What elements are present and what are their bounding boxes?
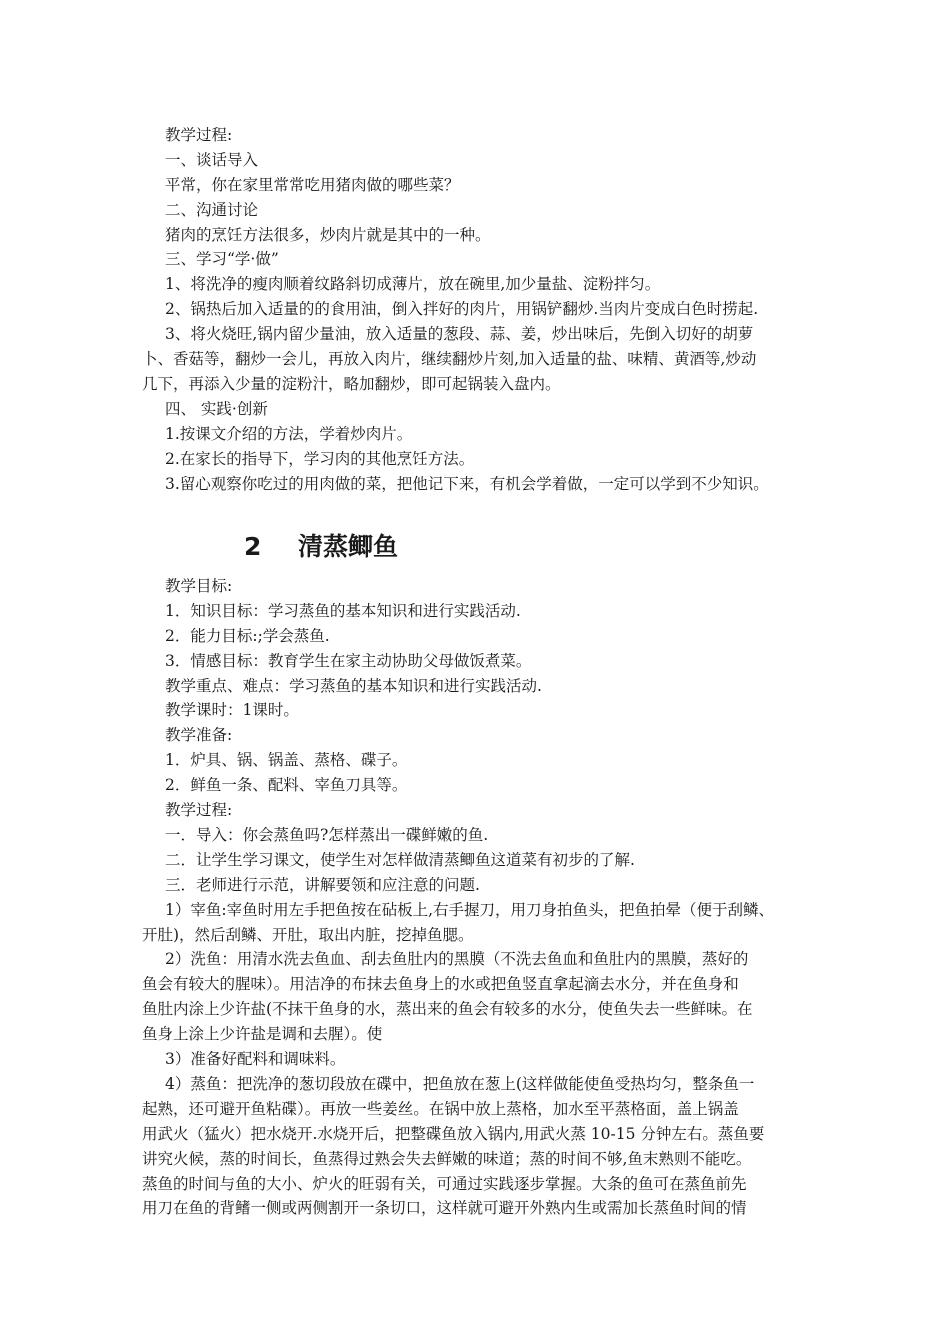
section2-line: 1．知识目标：学习蒸鱼的基本知识和进行实践活动. <box>165 602 521 620</box>
section2-line: 鱼会有较大的腥味）。用洁净的布抹去鱼身上的水或把鱼竖直拿起滴去水分，并在鱼身和 <box>142 975 739 993</box>
section1-line: 1、将洗净的瘦肉顺着纹路斜切成薄片，放在碗里,加少量盐、淀粉拌匀。 <box>165 275 661 293</box>
section2-line: 鱼肚内涂上少许盐(不抹干鱼身的水，蒸出来的鱼会有较多的水分，使鱼失去一些鲜味。在 <box>142 1000 753 1018</box>
section2-line: 2．能力目标:;学会蒸鱼. <box>165 627 330 645</box>
section2-line: 1．炉具、锅、锅盖、蒸格、碟子。 <box>165 751 408 769</box>
section1-line: 2.在家长的指导下，学习肉的其他烹饪方法。 <box>165 450 475 468</box>
section1-line: 猪肉的烹饪方法很多，炒肉片就是其中的一种。 <box>165 226 491 244</box>
section2-line: 蒸鱼的时间与鱼的大小、炉火的旺弱有关，可通过实践逐步掌握。大条的鱼可在蒸鱼前先 <box>142 1175 747 1193</box>
section2-line: 讲究火候，蒸的时间长，鱼蒸得过熟会失去鲜嫩的味道；蒸的时间不够,鱼末熟则不能吃。 <box>142 1150 752 1168</box>
section2-line: 教学课时：1课时。 <box>165 701 299 719</box>
section2-line: 教学准备: <box>165 726 233 744</box>
section2-line: 教学目标: <box>165 577 233 595</box>
section2-heading <box>244 532 398 562</box>
section2-line: 1）宰鱼:宰鱼时用左手把鱼按在砧板上,右手握刀，用刀身拍鱼头，把鱼拍晕（便于刮鳞、 <box>165 901 775 919</box>
section2-line: 三．老师进行示范，讲解要领和应注意的问题. <box>165 876 480 894</box>
section2-line: 2）洗鱼：用清水洗去鱼血、刮去鱼肚内的黑膜（不洗去鱼血和鱼肚内的黑膜，蒸好的 <box>165 950 749 968</box>
section2-line: 一．导入：你会蒸鱼吗?怎样蒸出一碟鲜嫩的鱼. <box>165 826 489 844</box>
section2-line: 2．鲜鱼一条、配料、宰鱼刀具等。 <box>165 776 408 794</box>
section1-line: 三、学习“学·做” <box>165 250 279 268</box>
section2-number: 2 <box>244 532 262 561</box>
section2-line: 起熟，还可避开鱼粘碟）。再放一些姜丝。在锅中放上蒸格，加水至平蒸格面，盖上锅盖 <box>142 1100 739 1118</box>
section2-line: 教学重点、难点：学习蒸鱼的基本知识和进行实践活动. <box>165 677 542 695</box>
section1-line: 卜、香菇等，翻炒一会儿，再放入肉片，继续翻炒片刻,加入适量的盐、味精、黄酒等,炒动 <box>142 350 757 368</box>
section1-line: 几下，再添入少量的淀粉汁，略加翻炒，即可起锅装入盘内。 <box>142 375 561 393</box>
section2-line: 4）蒸鱼：把洗净的葱切段放在碟中，把鱼放在葱上(这样做能使鱼受热均匀，整条鱼一 <box>165 1075 755 1093</box>
section2-title: 清蒸鲫鱼 <box>298 532 399 561</box>
section1-line: 二、沟通讨论 <box>165 201 259 219</box>
section2-line: 教学过程: <box>165 801 233 819</box>
section1-line: 一、谈话导入 <box>165 151 259 169</box>
section1-line: 2、锅热后加入适量的的食用油，倒入拌好的肉片，用锅铲翻炒.当肉片变成白色时捞起. <box>165 300 759 318</box>
section2-line: 鱼身上涂上少许盐是调和去腥）。使 <box>142 1025 383 1043</box>
section2-line: 3）准备好配料和调味料。 <box>165 1050 346 1068</box>
section2-line: 用刀在鱼的背鳍一侧或两侧割开一条切口，这样就可避开外熟内生或需加长蒸鱼时间的情 <box>142 1199 747 1217</box>
section2-line: 用武火（猛火）把水烧开.水烧开后，把整碟鱼放入锅内,用武火蒸 10-15 分钟左右。蒸鱼要 <box>142 1125 765 1143</box>
section2-line: 二．让学生学习课文，使学生对怎样做清蒸鲫鱼这道菜有初步的了解. <box>165 851 635 869</box>
section1-line: 3、将火烧旺,锅内留少量油，放入适量的葱段、蒜、姜，炒出味后，先倒入切好的胡萝 <box>165 325 754 343</box>
section1-line: 教学过程: <box>165 126 233 144</box>
section1-line: 平常，你在家里常常吃用猪肉做的哪些菜？ <box>165 176 460 194</box>
section2-line: 3．情感目标：教育学生在家主动协助父母做饭煮菜。 <box>165 652 532 670</box>
section1-line: 3.留心观察你吃过的用肉做的菜，把他记下来，有机会学着做，一定可以学到不少知识。 <box>165 475 769 493</box>
section1-line: 1.按课文介绍的方法，学着炒肉片。 <box>165 425 413 443</box>
section2-line: 开肚)，然后刮鳞、开肚，取出内脏，挖掉鱼腮。 <box>142 926 474 944</box>
section1-line: 四、 实践·创新 <box>165 400 268 418</box>
